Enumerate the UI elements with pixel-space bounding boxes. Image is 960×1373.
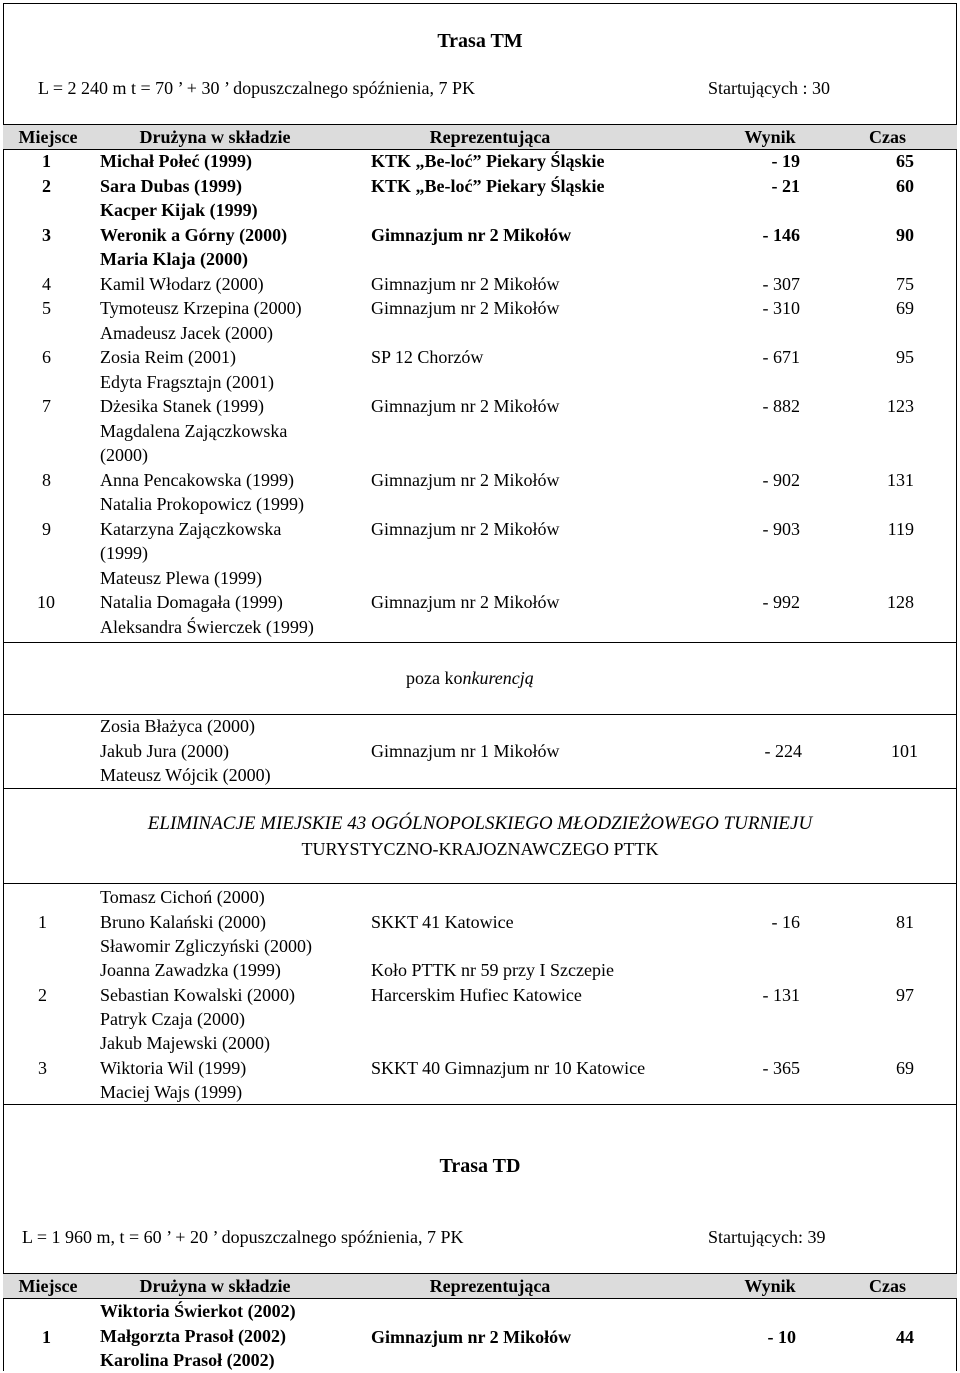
time-cell: 75 <box>896 273 914 294</box>
representing-cell: SKKT 40 Gimnazjum nr 10 Katowice <box>371 1057 646 1078</box>
place-cell: 4 <box>42 273 51 294</box>
place-cell: 1 <box>42 151 51 171</box>
header-reprezentujaca: Reprezentująca <box>429 1276 551 1296</box>
poza-konkurencja-label: poza konkurencją <box>406 668 534 688</box>
team-member: Sławomir Zgliczyński (2000) <box>100 936 312 956</box>
header-miejsce: Miejsce <box>18 1276 78 1296</box>
team-member: Bruno Kalański (2000) <box>100 911 266 932</box>
td-title: Trasa TD <box>439 1155 521 1177</box>
poza-bottom-rule <box>3 788 957 789</box>
team-member: Kamil Włodarz (2000) <box>100 273 264 294</box>
representing-cell: SP 12 Chorzów <box>371 347 484 367</box>
header-czas: Czas <box>869 1276 906 1296</box>
header-druzyna: Drużyna w składzie <box>139 1276 291 1296</box>
team-member: Natalia Prokopowicz (1999) <box>100 494 304 514</box>
team-member: Weronik a Górny (2000) <box>100 224 288 245</box>
representing-cell: Koło PTTK nr 59 przy I Szczepie <box>371 960 614 980</box>
header-wynik: Wynik <box>744 127 796 147</box>
td-params: L = 1 960 m, t = 60 ’ + 20 ’ dopuszczalnego spóźnienia, 7 PK <box>22 1227 464 1247</box>
time-cell: 119 <box>887 518 914 539</box>
team-member: Sara Dubas (1999) <box>100 175 243 196</box>
place-cell: 8 <box>42 469 51 490</box>
time-cell: 128 <box>887 592 914 612</box>
representing-cell: Harcerskim Hufiec Katowice <box>371 984 582 1005</box>
header-wynik: Wynik <box>744 1276 796 1296</box>
team-member: Sebastian Kowalski (2000) <box>100 984 295 1005</box>
team-member: Zosia Reim (2001) <box>100 347 236 367</box>
time-cell: 97 <box>896 984 914 1005</box>
result-cell: - 310 <box>762 298 800 318</box>
team-member: Amadeusz Jacek (2000) <box>100 322 273 343</box>
place-cell: 5 <box>42 298 51 318</box>
time-cell: 65 <box>896 151 914 171</box>
place-cell: 2 <box>38 984 47 1005</box>
representing-cell: SKKT 41 Katowice <box>371 911 514 932</box>
representing-cell: Gimnazjum nr 1 Mikołów <box>371 741 560 761</box>
header-reprezentujaca: Reprezentująca <box>429 127 551 147</box>
result-cell: - 146 <box>762 224 800 245</box>
eliminacje-title-line2: TURYSTYCZNO-KRAJOZNAWCZEGO PTTK <box>301 839 659 859</box>
representing-cell: Gimnazjum nr 2 Mikołów <box>371 518 560 539</box>
place-cell: 9 <box>42 518 51 539</box>
team-member: Wiktoria Świerkot (2002) <box>100 1301 296 1321</box>
place-cell: 2 <box>42 175 51 196</box>
time-cell: 101 <box>891 741 918 761</box>
place-cell: 7 <box>42 396 51 416</box>
representing-cell: KTK „Be-loć” Piekary Śląskie <box>371 151 605 171</box>
team-member: Tomasz Cichoń (2000) <box>100 887 265 907</box>
team-member: Mateusz Wójcik (2000) <box>100 765 271 785</box>
team-member: Dżesika Stanek (1999) <box>100 396 264 416</box>
team-member: Natalia Domagała (1999) <box>100 592 283 612</box>
elim-top-rule <box>3 883 957 884</box>
time-cell: 60 <box>896 175 914 196</box>
result-cell: - 19 <box>771 151 800 171</box>
team-member: Magdalena Zajączkowska <box>100 420 288 441</box>
result-cell: - 131 <box>762 984 800 1005</box>
team-member: Wiktoria Wil (1999) <box>100 1057 247 1078</box>
tm-starters: Startujących : 30 <box>708 78 830 98</box>
time-cell: 123 <box>887 396 914 416</box>
team-member: Michał Połeć (1999) <box>100 151 252 171</box>
result-cell: - 224 <box>764 741 802 761</box>
team-member: Karolina Prasoł (2002) <box>100 1350 275 1370</box>
result-cell: - 902 <box>762 469 800 490</box>
result-cell: - 307 <box>762 273 800 294</box>
time-cell: 90 <box>896 224 914 245</box>
header-miejsce: Miejsce <box>18 127 78 147</box>
representing-cell: Gimnazjum nr 2 Mikołów <box>371 224 572 245</box>
team-member: Maciej Wajs (1999) <box>100 1082 243 1102</box>
header-czas: Czas <box>869 127 906 147</box>
result-cell: - 10 <box>767 1326 796 1347</box>
representing-cell: Gimnazjum nr 2 Mikołów <box>371 592 560 612</box>
team-member: Katarzyna Zajączkowska <box>100 518 282 539</box>
team-member: Jakub Majewski (2000) <box>100 1033 270 1053</box>
place-cell: 1 <box>38 911 47 932</box>
result-cell: - 903 <box>762 518 800 539</box>
team-member: Jakub Jura (2000) <box>100 740 229 761</box>
place-cell: 1 <box>42 1326 51 1347</box>
result-cell: - 671 <box>762 347 800 367</box>
representing-cell: Gimnazjum nr 2 Mikołów <box>371 396 560 416</box>
time-cell: 69 <box>896 298 914 318</box>
tm-title: Trasa TM <box>437 30 523 52</box>
time-cell: 95 <box>896 347 914 367</box>
representing-cell: KTK „Be-loć” Piekary Śląskie <box>371 175 605 196</box>
team-member: Kacper Kijak (1999) <box>100 200 258 220</box>
td-starters: Startujących: 39 <box>708 1227 826 1247</box>
team-member: Patryk Czaja (2000) <box>100 1009 245 1029</box>
team-member: (2000) <box>100 445 148 465</box>
team-member: Joanna Zawadzka (1999) <box>100 960 281 980</box>
representing-cell: Gimnazjum nr 2 Mikołów <box>371 1326 572 1347</box>
place-cell: 3 <box>42 224 51 245</box>
representing-cell: Gimnazjum nr 2 Mikołów <box>371 273 560 294</box>
team-member: Anna Pencakowska (1999) <box>100 469 294 490</box>
result-cell: - 365 <box>762 1057 800 1078</box>
time-cell: 131 <box>887 469 914 490</box>
team-member: Aleksandra Świerczek (1999) <box>100 616 314 637</box>
place-cell: 3 <box>38 1057 47 1078</box>
team-member: Małgorzta Prasoł (2002) <box>100 1325 286 1346</box>
representing-cell: Gimnazjum nr 2 Mikołów <box>371 298 560 318</box>
team-member: Tymoteusz Krzepina (2000) <box>100 298 302 318</box>
representing-cell: Gimnazjum nr 2 Mikołów <box>371 469 560 490</box>
team-member: Mateusz Plewa (1999) <box>100 567 262 588</box>
team-member: Edyta Fragsztajn (2001) <box>100 371 274 392</box>
time-cell: 44 <box>896 1326 914 1347</box>
place-cell: 10 <box>37 592 55 612</box>
team-member: Zosia Błażyca (2000) <box>100 716 255 736</box>
tm-params: L = 2 240 m t = 70 ’ + 30 ’ dopuszczalnego spóźnienia, 7 PK <box>38 78 476 98</box>
result-cell: - 21 <box>771 175 800 196</box>
eliminacje-title-line1: ELIMINACJE MIEJSKIE 43 OGÓLNOPOLSKIEGO MŁODZIEŻOWEGO TURNIEJU <box>147 813 813 834</box>
place-cell: 6 <box>42 347 51 367</box>
team-member: (1999) <box>100 543 148 563</box>
result-cell: - 992 <box>762 592 800 612</box>
result-cell: - 882 <box>762 396 800 416</box>
team-member: Maria Klaja (2000) <box>100 249 248 269</box>
time-cell: 69 <box>896 1057 914 1078</box>
header-druzyna: Drużyna w składzie <box>139 127 291 147</box>
time-cell: 81 <box>896 911 914 932</box>
result-cell: - 16 <box>771 911 800 932</box>
tm-table-end-rule <box>3 642 957 643</box>
elim-bottom-rule <box>3 1104 957 1105</box>
